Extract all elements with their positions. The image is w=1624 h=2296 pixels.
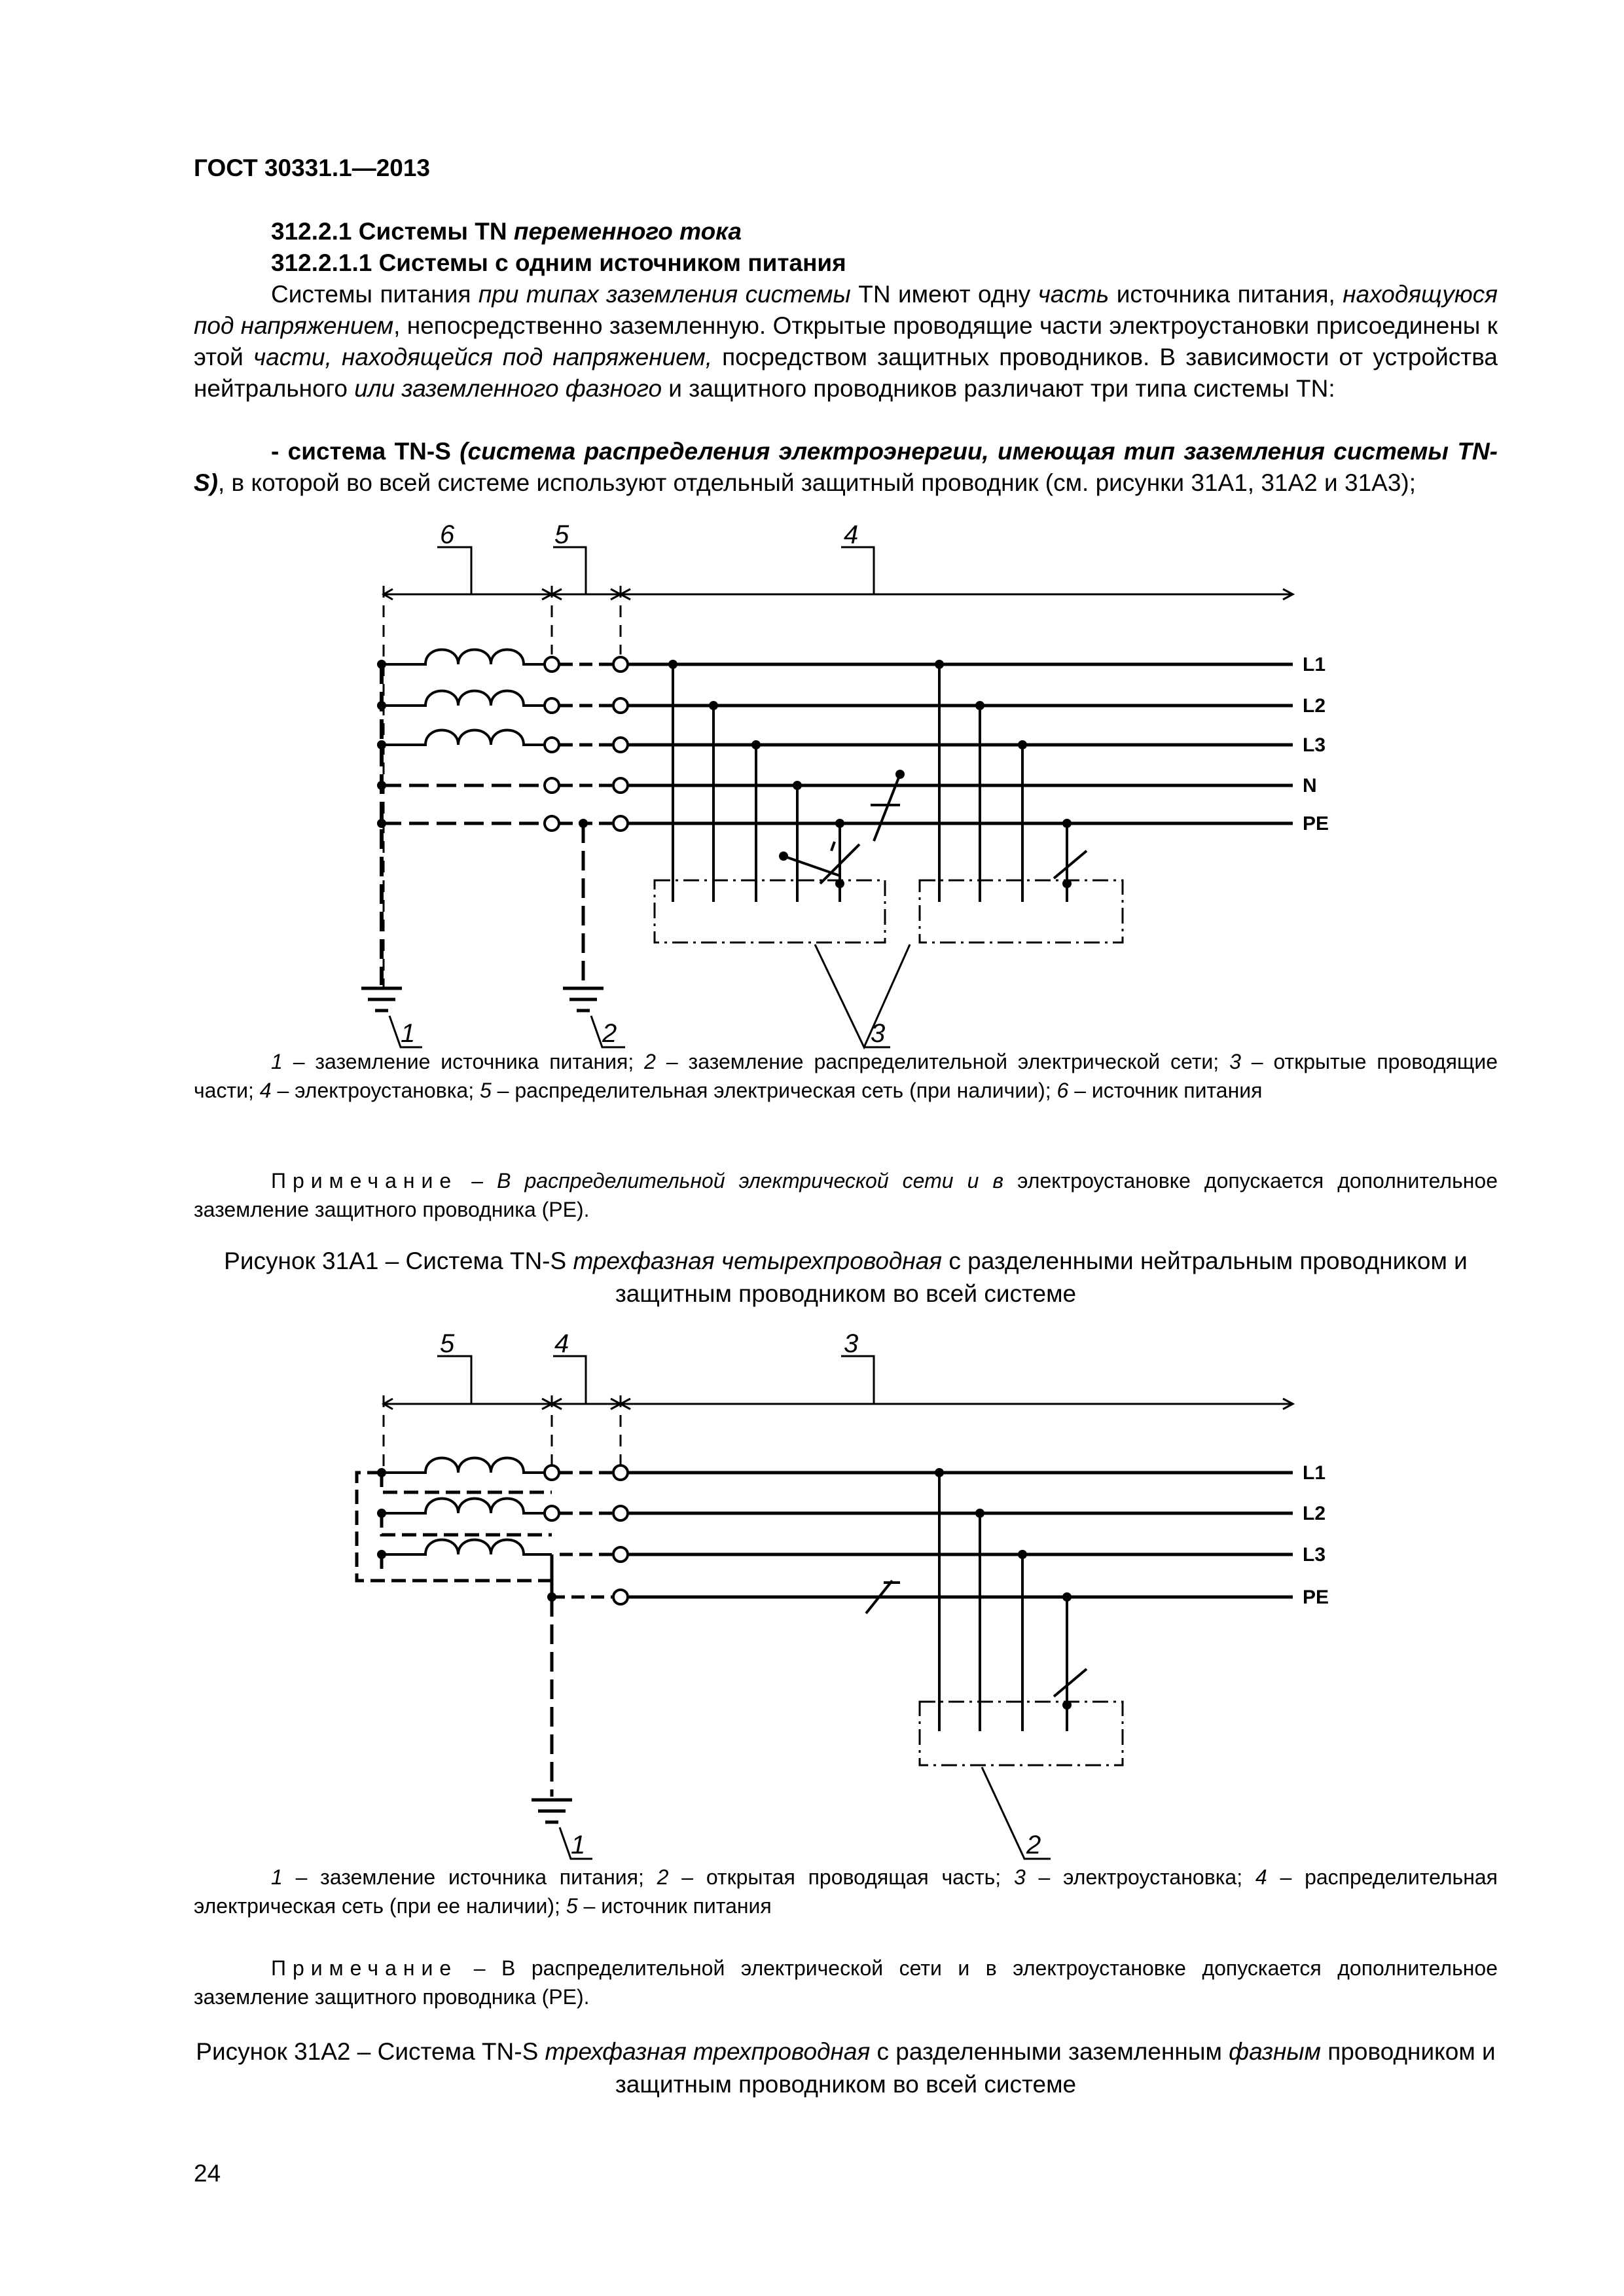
legend-key: 1 (271, 1050, 283, 1073)
note-text: – В распределительной электрической сети и в электроустановке допускается дополнительное заземление защитного проводника (PE). (194, 1956, 1498, 2009)
text-run-italic: или заземленного фазного (354, 375, 662, 402)
heading-italic: переменного тока (513, 218, 742, 245)
figure2-legend (194, 1863, 1498, 1920)
line-label-pe: PE (1303, 1587, 1329, 1608)
text-run-italic: при типах заземления системы (478, 281, 851, 308)
line-label-l3: L3 (1303, 734, 1326, 756)
source-delta-connection (357, 1473, 552, 1581)
legend-text: – открытые проводящие части; (194, 1050, 1498, 1102)
earth-symbol-1 (361, 988, 402, 1011)
note-prefix: Примечание (271, 1169, 458, 1193)
legend-text: – распределительная электрическая сеть (при наличии); (491, 1079, 1057, 1102)
leader-6 (437, 547, 471, 594)
legend-key: 5 (566, 1894, 578, 1918)
line-label-l3: L3 (1303, 1544, 1326, 1566)
text-run: и защитного проводников различают три типа системы TN: (662, 375, 1335, 402)
installation-conductors (628, 664, 1293, 823)
legend-key: 3 (1229, 1050, 1241, 1073)
legend-text: – источник питания (1068, 1079, 1263, 1102)
figure-31a1-diagram (0, 0, 1624, 1073)
taps-equipment-b (939, 664, 1067, 902)
part-label-2: 2 (1026, 1831, 1041, 1859)
earth-label-1: 1 (401, 1019, 416, 1048)
section-heading-312-2-1-1: 312.2.1.1 Системы с одним источником питания (271, 249, 846, 276)
note-text: электроустановке допускается дополнительное заземление защитного проводника (PE). (194, 1169, 1498, 1221)
caption-italic: трехфазная четырехпроводная (573, 1247, 943, 1274)
leader-4 (841, 547, 874, 594)
earth-label-2: 2 (602, 1019, 617, 1048)
figure-31a2-diagram (0, 1322, 1624, 1911)
text-run-bold: - система TN-S (271, 438, 460, 465)
legend-text: – электроустановка; (271, 1079, 480, 1102)
document-id: ГОСТ 30331.1—2013 (194, 154, 431, 181)
equipment-box-a (655, 880, 885, 942)
legend-text: – источник питания (577, 1894, 772, 1918)
network-segments (552, 1473, 612, 1597)
legend-text: – заземление источника питания; (282, 1050, 645, 1073)
text-run: , в которой во всей системе используют отдельный защитный проводник (см. рисунки 31А1, 31А2 и 31А3); (218, 469, 1416, 496)
dimension-label-4: 4 (554, 1329, 569, 1358)
page-number: 24 (194, 2160, 221, 2187)
junction-dots (377, 1468, 1072, 1710)
heading-bold: 312.2.1 Системы TN (271, 218, 514, 245)
text-run: , непосредственно заземленную. Открытые проводящие части электроустановки присоединены к этой (194, 312, 1498, 370)
junction-dots (377, 660, 1072, 888)
dimension-label-6: 6 (440, 520, 455, 549)
leader-5 (553, 547, 586, 594)
legend-key: 5 (479, 1079, 492, 1102)
caption-text: с разделенными заземленным (870, 2038, 1229, 2065)
text-run-bold-italic: (система распределения электроэнергии, имеющая тип заземления системы TN-S) (194, 438, 1498, 496)
terminals (545, 1465, 628, 1604)
legend-key: 1 (271, 1865, 283, 1889)
dimension-label-5: 5 (440, 1329, 455, 1358)
text-run-italic: часть (1038, 281, 1110, 308)
text-run-italic: находящуюся под напряжением (194, 281, 1498, 339)
figure1-caption (194, 1245, 1498, 1310)
legend-text: – электроустановка; (1025, 1865, 1255, 1889)
line-label-l1: L1 (1303, 654, 1326, 675)
line-label-l1: L1 (1303, 1462, 1326, 1484)
line-label-l2: L2 (1303, 1503, 1326, 1524)
figure2-note (194, 1954, 1498, 2011)
legend-key: 2 (644, 1050, 656, 1073)
legend-text: – распределительная электрическая сеть (при ее наличии); (194, 1865, 1498, 1918)
caption-text: проводником и защитным проводником во всей системе (615, 2038, 1496, 2098)
caption-text: Рисунок 31А1 – Система TN-S (224, 1247, 573, 1274)
earth-label-1: 1 (571, 1831, 586, 1859)
line-label-pe: PE (1303, 813, 1329, 834)
text-run: источника питания, (1109, 281, 1343, 308)
legend-key: 4 (259, 1079, 272, 1102)
legend-key: 3 (1013, 1865, 1026, 1889)
earth-symbol-1 (532, 1800, 572, 1822)
legend-key: 4 (1255, 1865, 1267, 1889)
figure2-caption (194, 2036, 1498, 2101)
note-italic: В распределительной электрической сети и в (497, 1169, 1004, 1193)
dimension-label-3: 3 (844, 1329, 859, 1358)
legend-text: – открытая проводящая часть; (668, 1865, 1014, 1889)
caption-italic: трехфазная трехпроводная (545, 2038, 871, 2065)
caption-italic: фазным (1229, 2038, 1321, 2065)
text-run: TN имеют одну (850, 281, 1038, 308)
taps-equipment (939, 1473, 1067, 1731)
legend-text: – заземление распределительной электрической сети; (655, 1050, 1230, 1073)
installation-conductors (628, 1473, 1293, 1597)
leader-5 (437, 1356, 471, 1404)
network-segments (560, 664, 612, 823)
parts-label-3: 3 (871, 1019, 886, 1048)
earth-symbol-2 (563, 988, 604, 1011)
figure1-legend (194, 1047, 1498, 1105)
leader-3 (815, 944, 910, 1047)
line-label-n: N (1303, 775, 1317, 797)
figure1-note (194, 1166, 1498, 1224)
note-prefix: Примечание (271, 1956, 458, 1980)
dimension-label-5: 5 (554, 520, 569, 549)
caption-text: с разделенными нейтральным проводником и защитным проводником во всей системе (615, 1247, 1468, 1307)
leader-4 (553, 1356, 586, 1404)
legend-key: 6 (1056, 1079, 1069, 1102)
text-run: посредством защитных проводников. В зависимости от устройства нейтрального (194, 344, 1498, 402)
text-run: Системы питания (271, 281, 478, 308)
legend-key: 2 (657, 1865, 669, 1889)
text-run-italic: части, находящейся под напряжением, (253, 344, 713, 370)
dimension-label-4: 4 (844, 520, 859, 549)
source-coils (382, 1458, 552, 1555)
line-label-l2: L2 (1303, 695, 1326, 717)
legend-text: – заземление источника питания; (282, 1865, 657, 1889)
caption-text: Рисунок 31А2 – Система TN-S (196, 2038, 545, 2065)
leader-3 (841, 1356, 874, 1404)
note-dash: – (458, 1169, 497, 1193)
